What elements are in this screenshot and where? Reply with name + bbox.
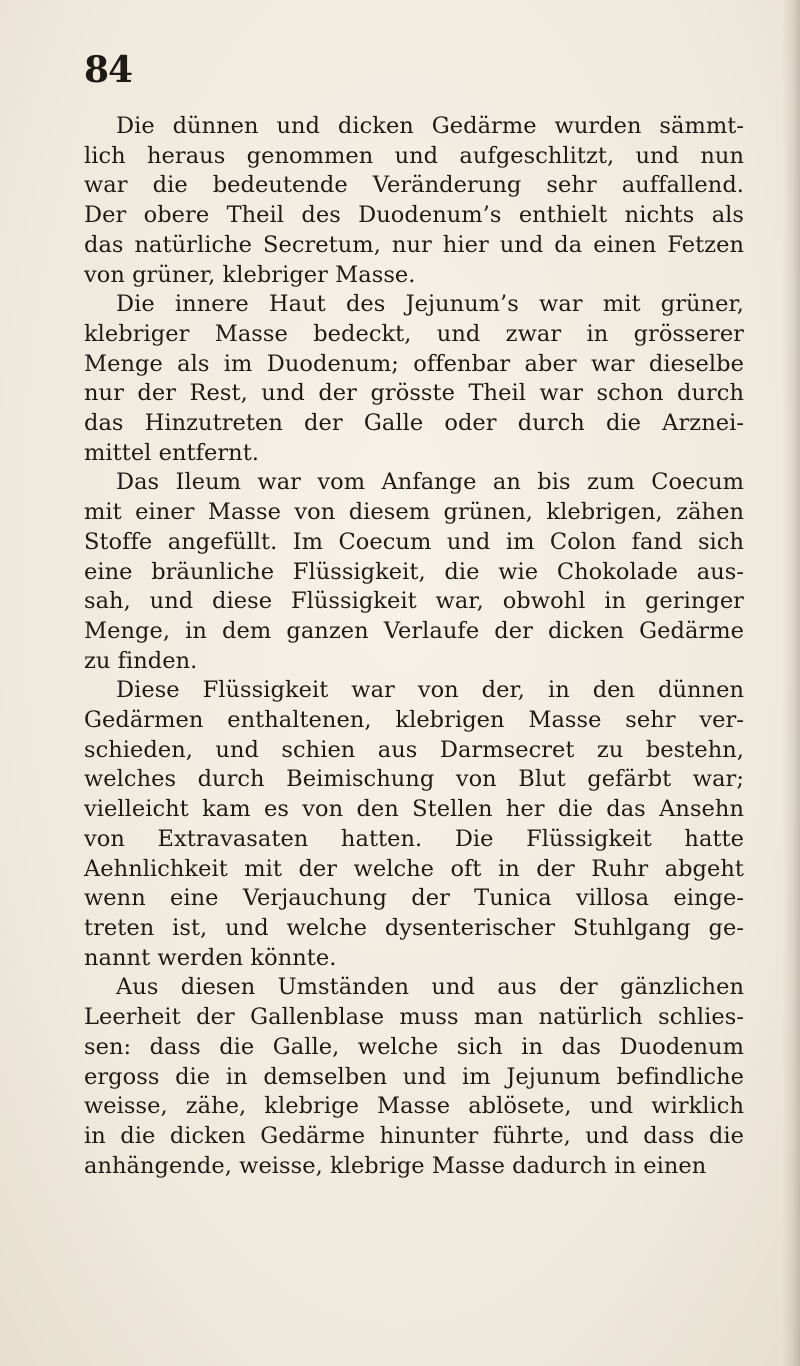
paragraph [84, 468, 744, 676]
body-text [84, 112, 744, 1181]
text-line: Aehnlichkeit mit der welche oft in der Ruhr abgeht [84, 855, 744, 882]
text-line: in die dicken Gedärme hinunter führte, und dass die [84, 1122, 744, 1149]
text-line: sen: dass die Galle, welche sich in das Duodenum [84, 1033, 744, 1060]
text-line: nur der Rest, und der grösste Theil war schon durch [84, 380, 744, 407]
text-line: Menge als im Duodenum; offenbar aber war dieselbe [84, 350, 744, 377]
text-line: zu finden. [84, 647, 198, 674]
paragraph [84, 973, 744, 1181]
text-line: das Hinzutreten der Galle oder durch die Arznei- [84, 410, 744, 437]
text-line: welches durch Beimischung von Blut gefärbt war; [84, 766, 744, 793]
text-line: von grüner, klebriger Masse. [84, 261, 416, 288]
text-line: vielleicht kam es von den Stellen her die das Ansehn [84, 796, 744, 823]
text-line: das natürliche Secretum, nur hier und da einen Fetzen [84, 231, 744, 258]
text-line: mittel entfernt. [84, 439, 260, 466]
text-line: weisse, zähe, klebrige Masse ablösete, und wirklich [84, 1093, 744, 1120]
page-number: 84 [84, 49, 133, 91]
text-line: schieden, und schien aus Darmsecret zu bestehn, [84, 736, 744, 763]
text-line: klebriger Masse bedeckt, und zwar in grösserer [84, 320, 744, 347]
text-line: anhängende, weisse, klebrige Masse dadurch in einen [84, 1152, 707, 1179]
text-line: Die innere Haut des Jejunum’s war mit grüner, [116, 291, 744, 318]
text-line: Aus diesen Umständen und aus der gänzlichen [116, 974, 744, 1001]
page-edge-shadow [782, 0, 800, 1366]
text-line: ergoss die in demselben und im Jejunum befindliche [84, 1063, 744, 1090]
text-line: Gedärmen enthaltenen, klebrigen Masse sehr ver- [84, 707, 744, 734]
paragraph [84, 112, 744, 290]
text-line: nannt werden könnte. [84, 944, 337, 971]
text-line: Diese Flüssigkeit war von der, in den dünnen [116, 677, 744, 704]
text-line: Die dünnen und dicken Gedärme wurden sämmt- [116, 113, 744, 139]
text-line: sah, und diese Flüssigkeit war, obwohl in geringer [84, 588, 744, 615]
text-line: Leerheit der Gallenblase muss man natürlich schlies- [84, 1004, 744, 1031]
text-line: Menge, in dem ganzen Verlaufe der dicken Gedärme [84, 617, 744, 644]
text-line: eine bräunliche Flüssigkeit, die wie Chokolade aus- [84, 558, 744, 585]
paragraph [84, 290, 744, 468]
text-line: treten ist, und welche dysenterischer Stuhlgang ge- [84, 914, 744, 941]
text-line: von Extravasaten hatten. Die Flüssigkeit hatte [84, 825, 744, 852]
paragraph [84, 676, 744, 973]
text-line: Der obere Theil des Duodenum’s enthielt nichts als [84, 202, 744, 229]
text-line: mit einer Masse von diesem grünen, klebrigen, zähen [84, 499, 744, 526]
text-line: Das Ileum war vom Anfange an bis zum Coecum [116, 469, 744, 496]
text-line: lich heraus genommen und aufgeschlitzt, und nun [84, 142, 744, 169]
text-line: Stoffe angefüllt. Im Coecum und im Colon fand sich [84, 528, 744, 555]
text-line: wenn eine Verjauchung der Tunica villosa einge- [84, 885, 744, 912]
text-line: war die bedeutende Veränderung sehr auffallend. [84, 172, 744, 199]
